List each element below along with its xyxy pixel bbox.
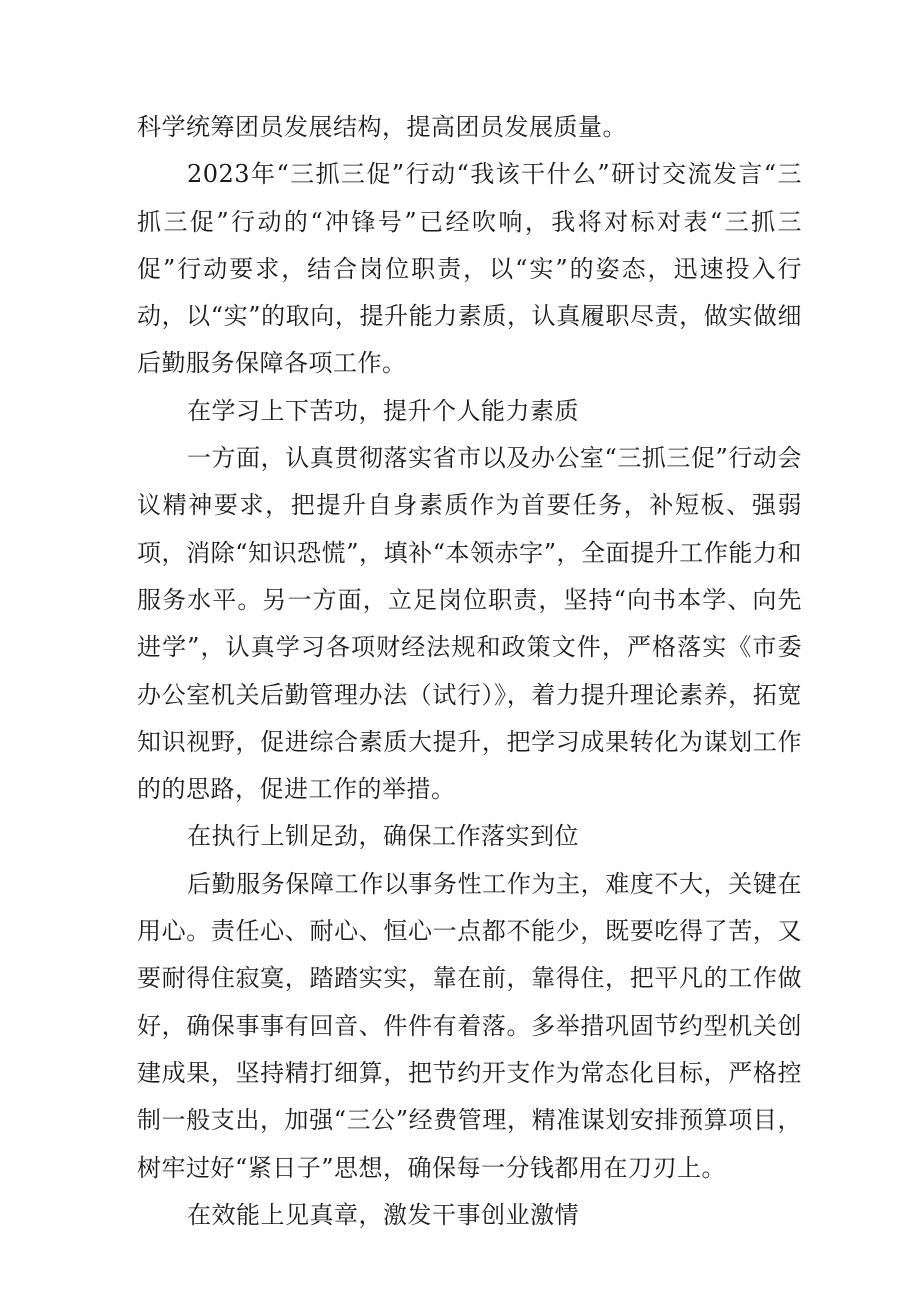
paragraph-study: 一方面，认真贯彻落实省市以及办公室“三抓三促”行动会议精神要求，把提升自身素质作为首要任务，补短板、强弱项，消除“知识恐慌”，填补“本领赤字”，全面提升工作能力和服务水平。另一方面，立足岗位职责，坚持“向书本学、向先进学”，认真学习各项财经法规和政策文件，严格落实《市委办公室机关后勤管理办法（试行）》，着力提升理论素养，拓宽知识视野，促进综合素质大提升，把学习成果转化为谋划工作的的思路，促进工作的举措。 [137, 444, 802, 804]
section-heading-study: 在学习上下苦功，提升个人能力素质 [187, 396, 579, 425]
paragraph-intro: 2023年“三抓三促”行动“我该干什么”研讨交流发言“三抓三促”行动的“冲锋号”已经吹响，我将对标对表“三抓三促”行动要求，结合岗位职责，以“实”的姿态，迅速投入行动，以“实”的取向，提升能力素质，认真履职尽责，做实做细后勤服务保障各项工作。 [137, 160, 802, 378]
paragraph-execution: 后勤服务保障工作以事务性工作为主，难度不大，关键在用心。责任心、耐心、恒心一点都不能少，既要吃得了苦，又要耐得住寂寞，踏踏实实，靠在前，靠得住，把平凡的工作做好，确保事事有回音、件件有着落。多举措巩固节约型机关创建成果，坚持精打细算，把节约开支作为常态化目标，严格控制一般支出，加强“三公”经费管理，精准谋划安排预算项目，树牢过好“紧日子”思想，确保每一分钱都用在刀刃上。 [137, 869, 802, 1182]
paragraph-continued: 科学统筹团员发展结构，提高团员发展质量。 [137, 113, 627, 141]
section-heading-execution: 在执行上钏足劲，确保工作落实到位 [187, 822, 579, 851]
section-heading-efficiency: 在效能上见真章，激发干事创业激情 [187, 1200, 579, 1229]
document-body [137, 104, 802, 1239]
